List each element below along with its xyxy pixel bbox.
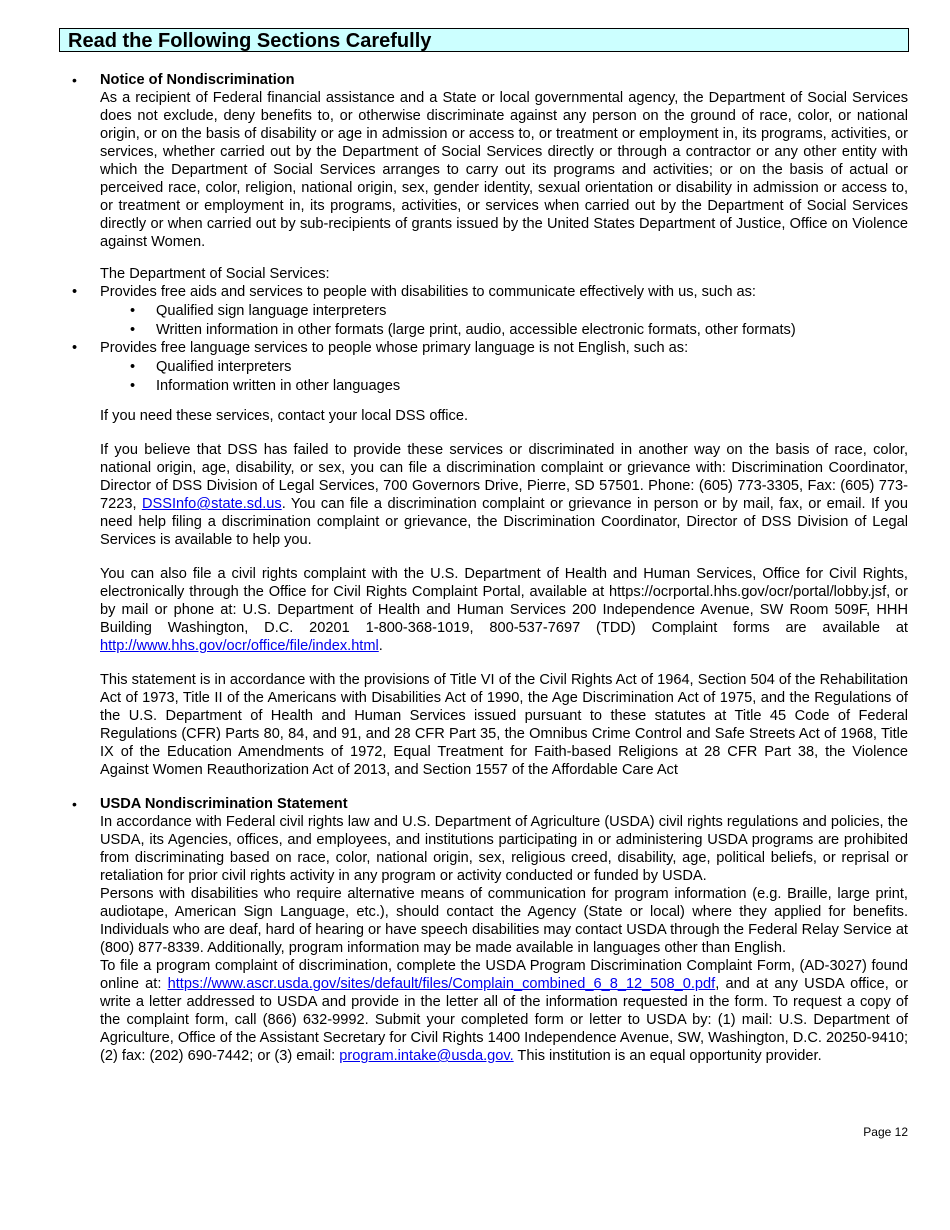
usda-section (72, 795, 908, 1065)
civil-rights-text-2: . (378, 638, 383, 654)
list-item (44, 283, 908, 339)
section-header-box (59, 28, 909, 52)
bullet-icon: • (130, 303, 136, 319)
statement-paragraph: This statement is in accordance with the provisions of Title VI of the Civil Rights Act of 1964, Section 504 of the Rehabilitation Act of 1973, Title II of the Americans with Disabilities Act of 1990, the Age Discrimination Act of 1975, and the Regulations of the U.S. Department of Health and Human Services issued pursuant to these statutes at Title 45 Code of Federal Regulations (CFR) Parts 80, 84, and 91, and 28 CFR Part 35, the Omnibus Crime Control and Safe Streets Act of 1968, Title IX of the Education Amendments of 1972, Equal Treatment for Faith-based Religions at 28 CFR Part 38, the Violence Against Women Reauthorization Act of 2013, and Section 1557 of the Affordable Care Act (100, 672, 908, 778)
list-item (100, 302, 908, 320)
page-title: Read the Following Sections Carefully (68, 30, 432, 52)
usda-complaint-form-link[interactable]: https://www.ascr.usda.gov/sites/default/files/Complain_combined_6_8_12_508_0.pdf (167, 976, 716, 992)
sub-item-text: Qualified sign language interpreters (156, 303, 387, 319)
bullet-icon: • (72, 284, 78, 300)
usda-paragraph-1: In accordance with Federal civil rights law and U.S. Department of Agriculture (USDA) civil rights regulations and policies, the USDA, its Agencies, offices, and employees, and institutions participating in or administering USDA programs are prohibited from discriminating based on race, color, national origin, sex, religious creed, disability, age, political beliefs, or reprisal or retaliation for prior civil rights activity in any program or activity conducted or funded by USDA. (100, 814, 908, 884)
usda-text-2: , and at any USDA office, or write a letter addressed to USDA and provide in the letter all of the information requested in the form. To request a copy of the complaint form, call (866) 632-9992. Submit your completed form or letter to USDA by: (1) mail: U.S. Department of Agriculture, Office of the Assistant Secretary for Civil Rights 1400 Independence Avenue, SW, Washington, D.C. 20250-9410; (2) fax: (202) 690-7442; or (3) email: (100, 976, 908, 1064)
bullet-icon: • (130, 359, 136, 375)
dss-services-list (44, 283, 908, 395)
usda-email-link[interactable]: program.intake@usda.gov. (339, 1048, 514, 1064)
civil-rights-text-1: You can also file a civil rights complaint with the U.S. Department of Health and Human Services, Office for Civil Rights, electronically through the Office for Civil Rights Complaint Portal, available at https://ocrportal.hhs.gov/ocr/portal/lobby.jsf, or by mail or phone at: U.S. Department of Health and Human Services 200 Independence Avenue, SW Room 509F, HHH Building Washington, D.C. 20201 1-800-368-1019, 800-537-7697 (TDD) Complaint forms are available at (100, 566, 908, 636)
bullet-icon: • (72, 72, 77, 88)
service-text: Provides free language services to people whose primary language is not English, such as: (100, 340, 689, 356)
usda-text-1: To file a program complaint of discrimination, complete the USDA Program Discrimination Complaint Form, (AD-3027) found online at: (100, 958, 908, 992)
usda-title: USDA Nondiscrimination Statement (100, 796, 348, 812)
usda-text-3: This institution is an equal opportunity provider. (513, 1048, 822, 1064)
dss-intro: The Department of Social Services: (100, 266, 330, 282)
complaint-paragraph (100, 441, 908, 549)
sub-item-text: Qualified interpreters (156, 359, 292, 375)
contact-line: If you need these services, contact your local DSS office. (100, 408, 469, 424)
list-item (100, 358, 908, 376)
nondiscrimination-title: Notice of Nondiscrimination (100, 72, 295, 88)
complaint-text-2: . You can file a discrimination complaint or grievance in person or by mail, fax, or email. If you need help filing a discrimination complaint or grievance, the Discrimination Coordinator, Director of DSS Division of Legal Services is available to help you. (100, 496, 908, 548)
sub-list (100, 302, 908, 339)
nondiscrimination-paragraph: As a recipient of Federal financial assistance and a State or local governmental agency, the Department of Social Services does not exclude, deny benefits to, or otherwise discriminate against any person on the ground of race, color, or national origin, or on the basis of disability or age in admission or access to, or treatment or employment in, its programs, activities, or services, whether carried out by the Department of Social Services directly or through a contractor or any other entity with which the Department of Social Services arranges to carry out its programs and activities; or on the basis of actual or perceived race, color, religion, national origin, sex, gender identity, sexual orientation or disability in admission or access to, or treatment or employment in, its programs, activities, or services when carried out by the Department of Social Services directly or when carried out by sub-recipients of grants issued by the United States Department of Justice, Office on Violence against Women. (100, 90, 908, 250)
sub-list (100, 358, 908, 395)
usda-paragraph-2: Persons with disabilities who require alternative means of communication for program information (e.g. Braille, large print, audiotape, American Sign Language, etc.), should contact the Agency (State or local) where they applied for benefits. Individuals who are deaf, hard of hearing or have speech disabilities may contact USDA through the Federal Relay Service at (800) 877-8339. Additionally, program information may be made available in languages other than English. (100, 886, 908, 956)
dss-email-link[interactable]: DSSInfo@state.sd.us (141, 496, 282, 512)
list-item (100, 377, 908, 395)
sub-item-text: Information written in other languages (156, 378, 401, 394)
bullet-icon: • (130, 378, 136, 394)
list-item (44, 339, 908, 395)
sub-item-text: Written information in other formats (large print, audio, accessible electronic formats, other formats) (156, 322, 796, 338)
usda-paragraph-3 (100, 957, 908, 1065)
bullet-icon: • (130, 322, 136, 338)
main-content (72, 71, 908, 1065)
hhs-complaint-link[interactable]: http://www.hhs.gov/ocr/office/file/index.html (100, 638, 379, 654)
civil-rights-paragraph (100, 565, 908, 655)
service-text: Provides free aids and services to people with disabilities to communicate effectively with us, such as: (100, 284, 756, 300)
list-item (100, 321, 908, 339)
bullet-icon: • (72, 340, 78, 356)
page-number: Page 12 (863, 1125, 908, 1139)
bullet-icon: • (72, 796, 77, 812)
complaint-text-1: If you believe that DSS has failed to provide these services or discriminated in another way on the basis of race, color, national origin, age, disability, or sex, you can file a discrimination complaint or grievance with: Discrimination Coordinator, Director of DSS Division of Legal Services, 700 Governors Drive, Pierre, SD 57501. Phone: (605) 773-3305, Fax: (605) 773-7223, (100, 442, 908, 512)
nondiscrimination-section (72, 71, 908, 779)
